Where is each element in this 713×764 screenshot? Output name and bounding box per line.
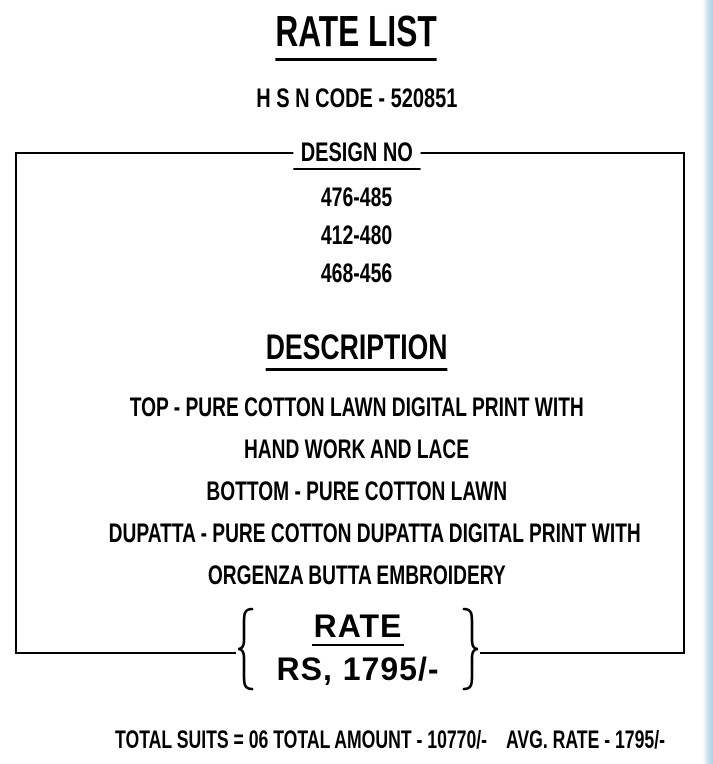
description-line: [0, 472, 713, 514]
description-heading-text: DESCRIPTION: [266, 328, 448, 371]
design-number-list: [0, 180, 713, 294]
design-number-item: [0, 218, 713, 256]
design-number-item: [0, 256, 713, 294]
totals-footer: [0, 726, 713, 755]
description-line-text: HAND WORK AND LACE: [243, 434, 470, 464]
design-no-label-text: DESIGN NO: [293, 136, 420, 170]
description-line: [0, 556, 713, 598]
page-title-text: RATE LIST: [276, 8, 437, 61]
design-number: 412-480: [320, 220, 393, 250]
hsn-code: [0, 83, 713, 114]
description-line: [0, 430, 713, 472]
right-accent-edge: [703, 0, 713, 764]
description-lines: [0, 388, 713, 598]
description-line-text: TOP - PURE COTTON LAWN DIGITAL PRINT WITH: [129, 392, 584, 422]
description-line-text: BOTTOM - PURE COTTON LAWN: [206, 476, 507, 506]
rate-value: RS, 1795/-: [276, 651, 440, 687]
design-number: 468-456: [320, 258, 393, 288]
description-line: [0, 388, 713, 430]
hsn-code-text: H S N CODE - 520851: [255, 83, 457, 113]
description-line-text: DUPATTA - PURE COTTON DUPATTA DIGITAL PRINT WITH: [108, 518, 641, 548]
description-heading: [0, 328, 713, 371]
design-number: 476-485: [320, 182, 393, 212]
rate-label: [256, 608, 460, 644]
rate-label-text: RATE: [313, 608, 403, 644]
right-brace-icon: [460, 606, 480, 692]
rate-box: [236, 606, 480, 692]
design-number-item: [0, 180, 713, 218]
description-line-text: ORGENZA BUTTA EMBROIDERY: [207, 560, 506, 590]
description-line: [0, 514, 713, 556]
page-title: [0, 8, 713, 61]
totals-footer-text: TOTAL SUITS = 06 TOTAL AMOUNT - 10770/- AVG. RATE - 1795/-: [115, 726, 665, 754]
left-brace-icon: [236, 606, 256, 692]
design-no-label: [0, 136, 713, 170]
